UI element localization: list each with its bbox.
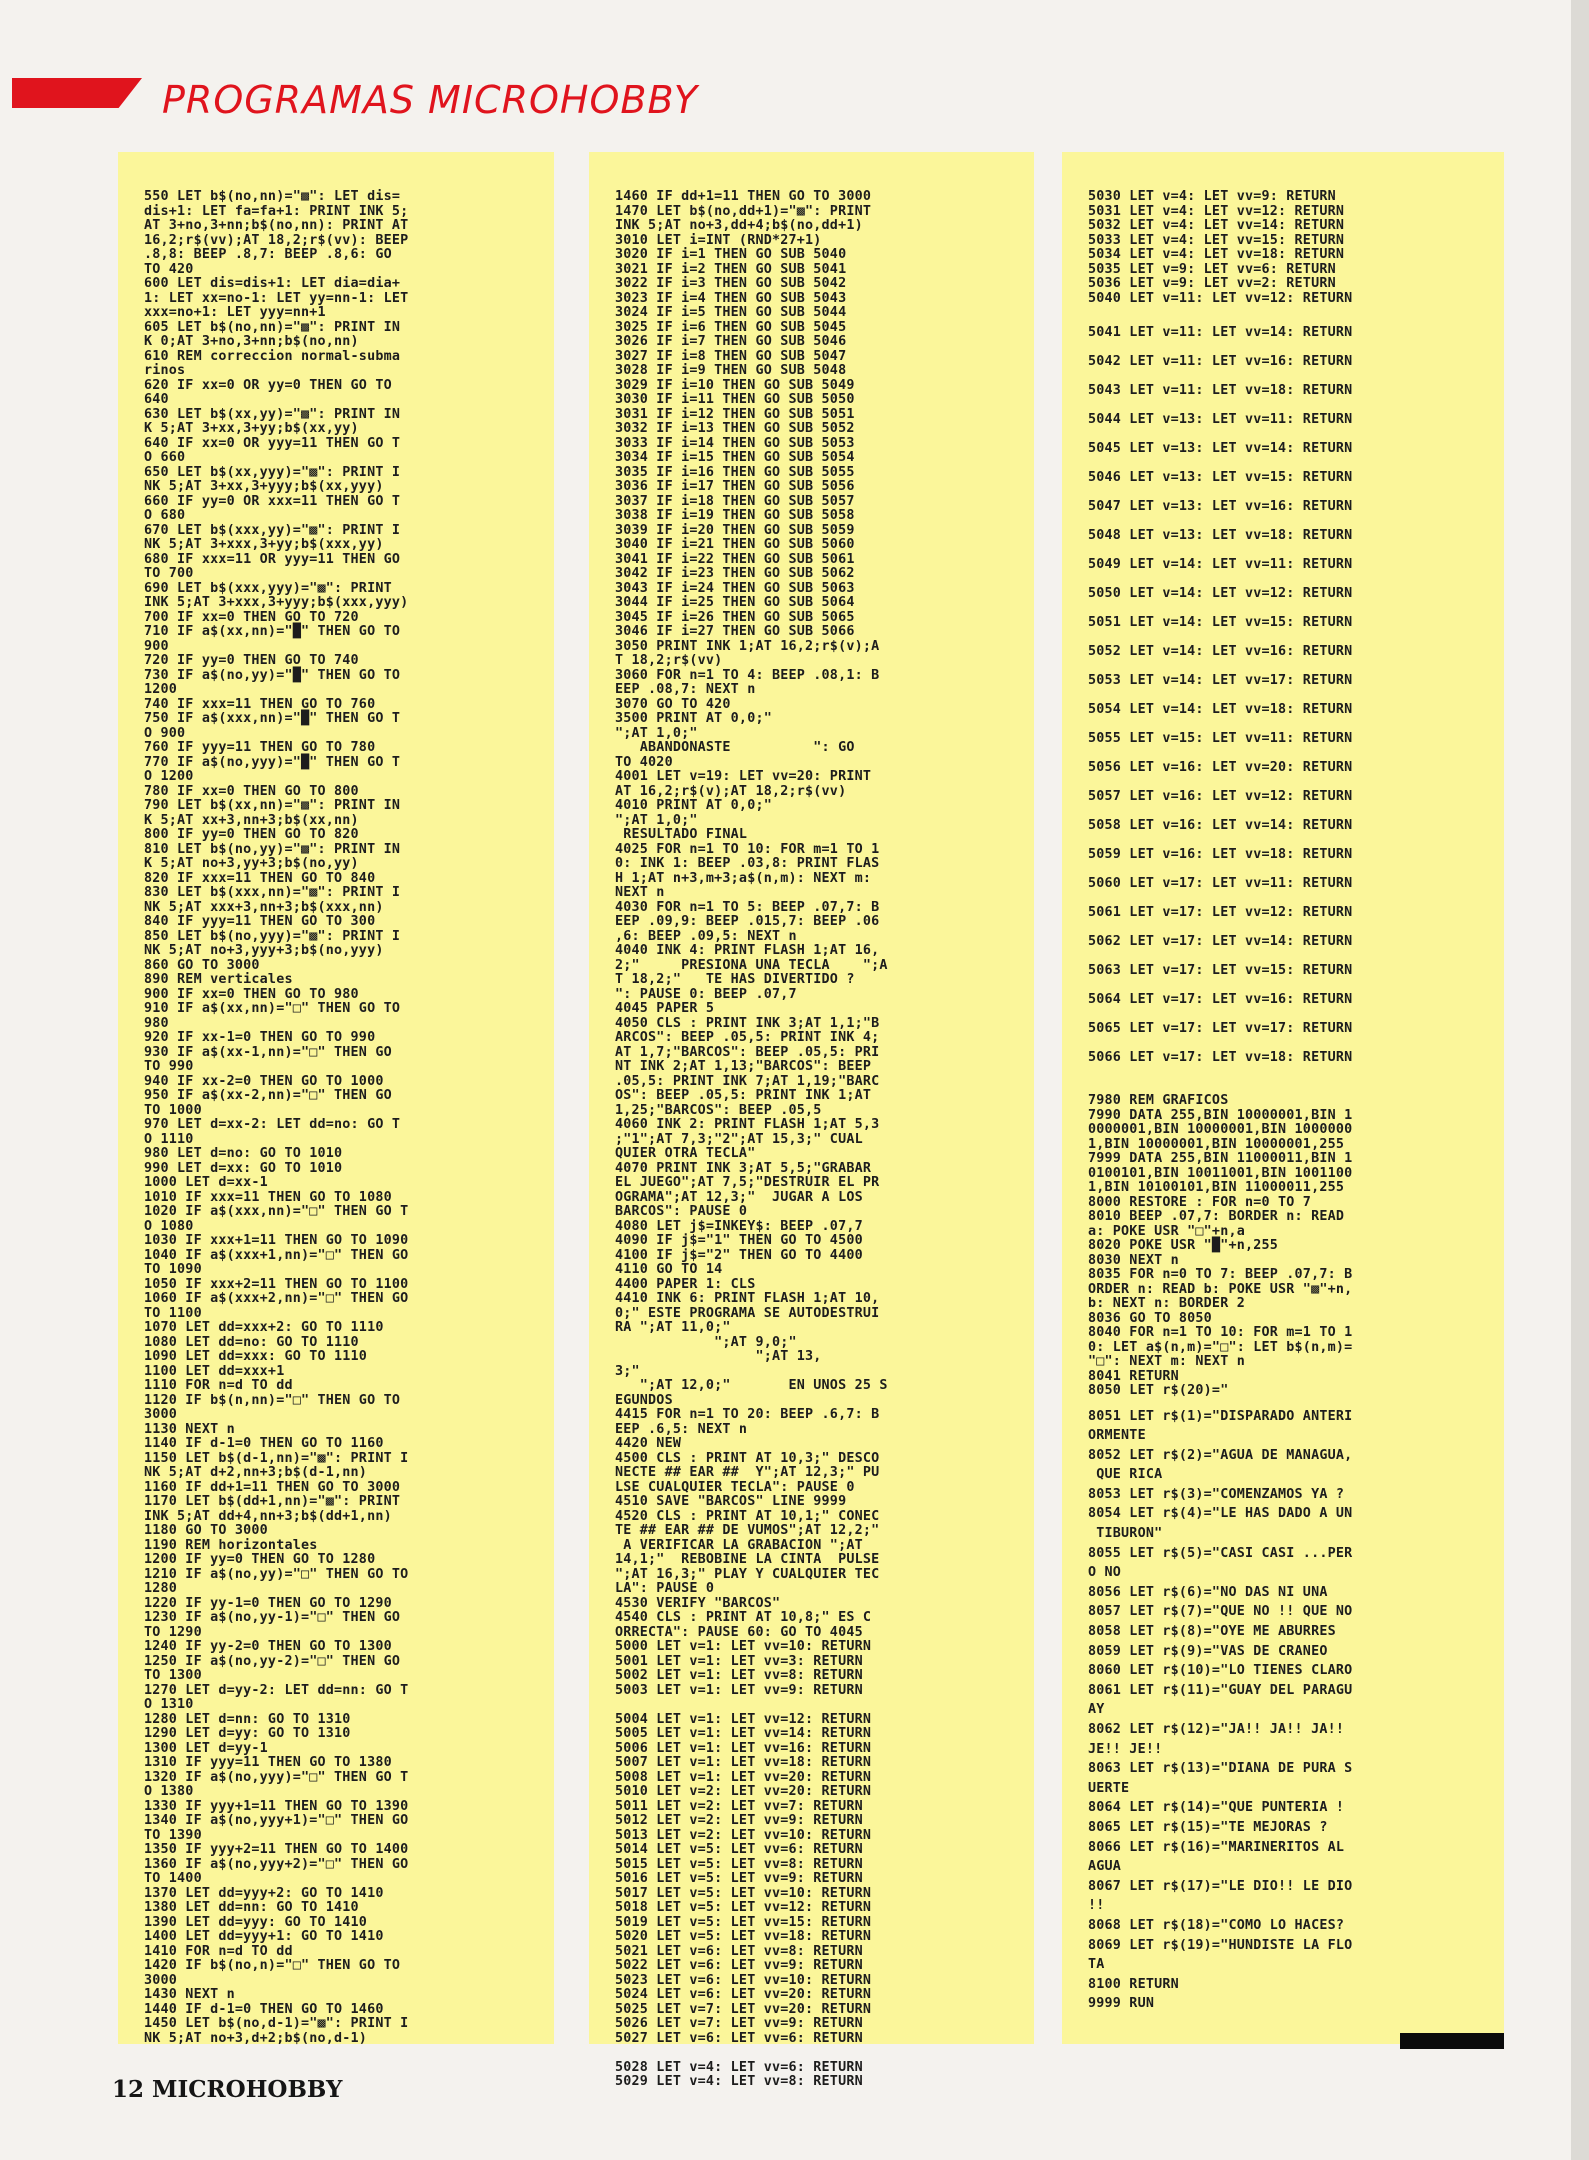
magazine-name: MICROHOBBY: [152, 2076, 343, 2103]
header-red-tab: [12, 78, 142, 108]
listing-column-1: [118, 152, 554, 2044]
basic-listing-part-3b: 5041 LET v=11: LET vv=14: RETURN 5042 LET v=11: LET vv=16: RETURN 5043 LET v=11: LET vv=18: RETURN 5044 LET v=13: LET vv=11: RETURN 5045 LET v=13: LET vv=14: RETURN 5046 LET v=13: LET vv=15: RETURN 5047 LET v=13: LET vv=16: RETURN 5048 LET v=13: LET vv=18: RETURN 5049 LET v=14: LET vv=11: RETURN 5050 LET v=14: LET vv=12: RETURN 5051 LET v=14: LET vv=15: RETURN 5052 LET v=14: LET vv=16: RETURN 5053 LET v=14: LET vv=17: RETURN 5054 LET v=14: LET vv=18: RETURN 5055 LET v=15: LET vv=11: RETURN 5056 LET v=16: LET vv=20: RETURN 5057 LET v=16: LET vv=12: RETURN 5058 LET v=16: LET vv=14: RETURN 5059 LET v=16: LET vv=18: RETURN 5060 LET v=17: LET vv=11: RETURN 5061 LET v=17: LET vv=12: RETURN 5062 LET v=17: LET vv=14: RETURN 5063 LET v=17: LET vv=15: RETURN 5064 LET v=17: LET vv=16: RETURN 5065 LET v=17: LET vv=17: RETURN 5066 LET v=17: LET vv=18: RETURN: [1088, 325, 1353, 1065]
section-title: PROGRAMAS MICROHOBBY: [162, 78, 699, 122]
basic-listing-part-3c: 7980 REM GRAFICOS 7990 DATA 255,BIN 10000001,BIN 1 0000001,BIN 10000001,BIN 1000000 1,BIN 10000001,BIN 10000001,255 7999 DATA 255,BIN 11000011,BIN 1 0100101,BIN 10011001,BIN 1001100 1,BIN 10100101,BIN 11000011,255 8000 RESTORE : FOR n=0 TO 7 8010 BEEP .07,7: BORDER n: READ a: POKE USR "□"+n,a 8020 POKE USR "█"+n,255 8030 NEXT n 8035 FOR n=0 TO 7: BEEP .07,7: B ORDER n: READ b: POKE USR "▩"+n, b: NEXT n: BORDER 2 8036 GO TO 8050 8040 FOR n=1 TO 10: FOR m=1 TO 1 0: LET a$(n,m)="□": LET b$(n,m)= "□": NEXT m: NEXT n 8041 RETURN 8050 LET r$(20)=": [1088, 1093, 1353, 1398]
page-edge: [1571, 0, 1589, 2160]
basic-listing-part-1: 550 LET b$(no,nn)="▩": LET dis= dis+1: LET fa=fa+1: PRINT INK 5; AT 3+no,3+nn;b$(no,nn): PRINT AT 16,2;r$(vv);AT 18,2;r$(vv): BEEP .8,8: BEEP .8,7: BEEP .8,6: GO TO 420 600 LET dis=dis+1: LET dia=dia+ 1: LET xx=no-1: LET yy=nn-1: LET xxx=no+1: LET yyy=nn+1 605 LET b$(no,nn)="▩": PRINT IN K 0;AT 3+no,3+nn;b$(no,nn) 610 REM correccion normal-subma rinos 620 IF xx=0 OR yy=0 THEN GO TO 640 630 LET b$(xx,yy)="▩": PRINT IN K 5;AT 3+xx,3+yy;b$(xx,yy) 640 IF xx=0 OR yyy=11 THEN GO T O 660 650 LET b$(xx,yyy)="▩": PRINT I NK 5;AT 3+xx,3+yyy;b$(xx,yyy) 660 IF yy=0 OR xxx=11 THEN GO T O 680 670 LET b$(xxx,yy)="▩": PRINT I NK 5;AT 3+xxx,3+yy;b$(xxx,yy) 680 IF xxx=11 OR yyy=11 THEN GO TO 700 690 LET b$(xxx,yyy)="▩": PRINT INK 5;AT 3+xxx,3+yyy;b$(xxx,yyy) 700 IF xx=0 THEN GO TO 720 710 IF a$(xx,nn)="█" THEN GO TO 900 720 IF yy=0 THEN GO TO 740 730 IF a$(no,yy)="█" THEN GO TO 1200 740 IF xxx=11 THEN GO TO 760 750 IF a$(xxx,nn)="█" THEN GO T O 900 760 IF yyy=11 THEN GO TO 780 770 IF a$(no,yyy)="█" THEN GO T O 1200 780 IF xx=0 THEN GO TO 800 790 LET b$(xx,nn)="▩": PRINT IN K 5;AT xx+3,nn+3;b$(xx,nn) 800 IF yy=0 THEN GO TO 820 810 LET b$(no,yy)="▩": PRINT IN K 5;AT no+3,yy+3;b$(no,yy) 820 IF xxx=11 THEN GO TO 840 830 LET b$(xxx,nn)="▩": PRINT I NK 5;AT xxx+3,nn+3;b$(xxx,nn) 840 IF yyy=11 THEN GO TO 300 850 LET b$(no,yyy)="▩": PRINT I NK 5;AT no+3,yyy+3;b$(no,yyy) 860 GO TO 3000 890 REM verticales 900 IF xx=0 THEN GO TO 980 910 IF a$(xx,nn)="□" THEN GO TO 980 920 IF xx-1=0 THEN GO TO 990 930 IF a$(xx-1,nn)="□" THEN GO TO 990 940 IF xx-2=0 THEN GO TO 1000 950 IF a$(xx-2,nn)="□" THEN GO TO 1000 970 LET d=xx-2: LET dd=no: GO T O 1110 980 LET d=no: GO TO 1010 990 LET d=xx: GO TO 1010 1000 LET d=xx-1 1010 IF xxx=11 THEN GO TO 1080 1020 IF a$(xxx,nn)="□" THEN GO T O 1080 1030 IF xxx+1=11 THEN GO TO 1090 1040 IF a$(xxx+1,nn)="□" THEN GO TO 1090 1050 IF xxx+2=11 THEN GO TO 1100 1060 IF a$(xxx+2,nn)="□" THEN GO TO 1100 1070 LET dd=xxx+2: GO TO 1110 1080 LET dd=no: GO TO 1110 1090 LET dd=xxx: GO TO 1110 1100 LET dd=xxx+1 1110 FOR n=d TO dd 1120 IF b$(n,nn)="□" THEN GO TO 3000 1130 NEXT n 1140 IF d-1=0 THEN GO TO 1160 1150 LET b$(d-1,nn)="▩": PRINT I NK 5;AT d+2,nn+3;b$(d-1,nn) 1160 IF dd+1=11 THEN GO TO 3000 1170 LET b$(dd+1,nn)="▩": PRINT INK 5;AT dd+4,nn+3;b$(dd+1,nn) 1180 GO TO 3000 1190 REM horizontales 1200 IF yy=0 THEN GO TO 1280 1210 IF a$(no,yy)="□" THEN GO TO 1280 1220 IF yy-1=0 THEN GO TO 1290 1230 IF a$(no,yy-1)="□" THEN GO TO 1290 1240 IF yy-2=0 THEN GO TO 1300 1250 IF a$(no,yy-2)="□" THEN GO TO 1300 1270 LET d=yy-2: LET dd=nn: GO T O 1310 1280 LET d=nn: GO TO 1310 1290 LET d=yy: GO TO 1310 1300 LET d=yy-1 1310 IF yyy=11 THEN GO TO 1380 1320 IF a$(no,yyy)="□" THEN GO T O 1380 1330 IF yyy+1=11 THEN GO TO 1390 1340 IF a$(no,yyy+1)="□" THEN GO TO 1390 1350 IF yyy+2=11 THEN GO TO 1400 1360 IF a$(no,yyy+2)="□" THEN GO TO 1400 1370 LET dd=yyy+2: GO TO 1410 1380 LET dd=nn: GO TO 1410 1390 LET dd=yyy: GO TO 1410 1400 LET dd=yyy+1: GO TO 1410 1410 FOR n=d TO dd 1420 IF b$(no,n)="□" THEN GO TO 3000 1430 NEXT n 1440 IF d-1=0 THEN GO TO 1460 1450 LET b$(no,d-1)="▩": PRINT I NK 5;AT no+3,d+2;b$(no,d-1): [144, 189, 409, 2046]
basic-listing-part-3d: 8051 LET r$(1)="DISPARADO ANTERI ORMENTE 8052 LET r$(2)="AGUA DE MANAGUA, QUE RICA 8053 LET r$(3)="COMENZAMOS YA ? 8054 LET r$(4)="LE HAS DADO A UN TIBURON" 8055 LET r$(5)="CASI CASI ...PER O NO 8056 LET r$(6)="NO DAS NI UNA 8057 LET r$(7)="QUE NO !! QUE NO 8058 LET r$(8)="OYE ME ABURRES 8059 LET r$(9)="VAS DE CRANEO 8060 LET r$(10)="LO TIENES CLARO 8061 LET r$(11)="GUAY DEL PARAGU AY 8062 LET r$(12)="JA!! JA!! JA!! JE!! JE!! 8063 LET r$(13)="DIANA DE PURA S UERTE 8064 LET r$(14)="QUE PUNTERIA ! 8065 LET r$(15)="TE MEJORAS ? 8066 LET r$(16)="MARINERITOS AL AGUA 8067 LET r$(17)="LE DIO!! LE DIO !! 8068 LET r$(18)="COMO LO HACES? 8069 LET r$(19)="HUNDISTE LA FLO TA 8100 RETURN 9999 RUN: [1088, 1408, 1353, 2012]
listing-column-3: [1062, 152, 1504, 2044]
basic-listing-part-3a: 5030 LET v=4: LET vv=9: RETURN 5031 LET v=4: LET vv=12: RETURN 5032 LET v=4: LET vv=14: RETURN 5033 LET v=4: LET vv=15: RETURN 5034 LET v=4: LET vv=18: RETURN 5035 LET v=9: LET vv=6: RETURN 5036 LET v=9: LET vv=2: RETURN 5040 LET v=11: LET vv=12: RETURN: [1088, 189, 1353, 306]
page-number: 12: [112, 2076, 145, 2103]
column-end-marker: [1400, 2033, 1504, 2049]
page-footer: [112, 2076, 342, 2103]
basic-listing-part-2: 1460 IF dd+1=11 THEN GO TO 3000 1470 LET b$(no,dd+1)="▩": PRINT INK 5;AT no+3,dd+4;b$(no,dd+1) 3010 LET i=INT (RND*27+1) 3020 IF i=1 THEN GO SUB 5040 3021 IF i=2 THEN GO SUB 5041 3022 IF i=3 THEN GO SUB 5042 3023 IF i=4 THEN GO SUB 5043 3024 IF i=5 THEN GO SUB 5044 3025 IF i=6 THEN GO SUB 5045 3026 IF i=7 THEN GO SUB 5046 3027 IF i=8 THEN GO SUB 5047 3028 IF i=9 THEN GO SUB 5048 3029 IF i=10 THEN GO SUB 5049 3030 IF i=11 THEN GO SUB 5050 3031 IF i=12 THEN GO SUB 5051 3032 IF i=13 THEN GO SUB 5052 3033 IF i=14 THEN GO SUB 5053 3034 IF i=15 THEN GO SUB 5054 3035 IF i=16 THEN GO SUB 5055 3036 IF i=17 THEN GO SUB 5056 3037 IF i=18 THEN GO SUB 5057 3038 IF i=19 THEN GO SUB 5058 3039 IF i=20 THEN GO SUB 5059 3040 IF i=21 THEN GO SUB 5060 3041 IF i=22 THEN GO SUB 5061 3042 IF i=23 THEN GO SUB 5062 3043 IF i=24 THEN GO SUB 5063 3044 IF i=25 THEN GO SUB 5064 3045 IF i=26 THEN GO SUB 5065 3046 IF i=27 THEN GO SUB 5066 3050 PRINT INK 1;AT 16,2;r$(v);A T 18,2;r$(vv) 3060 FOR n=1 TO 4: BEEP .08,1: B EEP .08,7: NEXT n 3070 GO TO 420 3500 PRINT AT 0,0;" ";AT 1,0;" ABANDONASTE ": GO TO 4020 4001 LET v=19: LET vv=20: PRINT AT 16,2;r$(v);AT 18,2;r$(vv) 4010 PRINT AT 0,0;" ";AT 1,0;" RESULTADO FINAL 4025 FOR n=1 TO 10: FOR m=1 TO 1 0: INK 1: BEEP .03,8: PRINT FLAS H 1;AT n+3,m+3;a$(n,m): NEXT m: NEXT n 4030 FOR n=1 TO 5: BEEP .07,7: B EEP .09,9: BEEP .015,7: BEEP .06 ,6: BEEP .09,5: NEXT n 4040 INK 4: PRINT FLASH 1;AT 16, 2;" PRESIONA UNA TECLA ";A T 18,2;" TE HAS DIVERTIDO ? ": PAUSE 0: BEEP .07,7 4045 PAPER 5 4050 CLS : PRINT INK 3;AT 1,1;"B ARCOS": BEEP .05,5: PRINT INK 4; AT 1,7;"BARCOS": BEEP .05,5: PRI NT INK 2;AT 1,13;"BARCOS": BEEP .05,5: PRINT INK 7;AT 1,19;"BARC OS": BEEP .05,5: PRINT INK 1;AT 1,25;"BARCOS": BEEP .05,5 4060 INK 2: PRINT FLASH 1;AT 5,3 ;"1";AT 7,3;"2";AT 15,3;" CUAL QUIER OTRA TECLA" 4070 PRINT INK 3;AT 5,5;"GRABAR EL JUEGO";AT 7,5;"DESTRUIR EL PR OGRAMA";AT 12,3;" JUGAR A LOS BARCOS": PAUSE 0 4080 LET j$=INKEY$: BEEP .07,7 4090 IF j$="1" THEN GO TO 4500 4100 IF j$="2" THEN GO TO 4400 4110 GO TO 14 4400 PAPER 1: CLS 4410 INK 6: PRINT FLASH 1;AT 10, 0;" ESTE PROGRAMA SE AUTODESTRUI RA ";AT 11,0;" ";AT 9,0;" ";AT 13, 3;" ";AT 12,0;" EN UNOS 25 S EGUNDOS 4415 FOR n=1 TO 20: BEEP .6,7: B EEP .6,5: NEXT n 4420 NEW 4500 CLS : PRINT AT 10,3;" DESCO NECTE ## EAR ## Y";AT 12,3;" PU LSE CUALQUIER TECLA": PAUSE 0 4510 SAVE "BARCOS" LINE 9999 4520 CLS : PRINT AT 10,1;" CONEC TE ## EAR ## DE VUMOS";AT 12,2;" A VERIFICAR LA GRABACION ";AT 14,1;" REBOBINE LA CINTA PULSE ";AT 16,3;" PLAY Y CUALQUIER TEC LA": PAUSE 0 4530 VERIFY "BARCOS" 4540 CLS : PRINT AT 10,8;" ES C ORRECTA": PAUSE 60: GO TO 4045 5000 LET v=1: LET vv=10: RETURN 5001 LET v=1: LET vv=3: RETURN 5002 LET v=1: LET vv=8: RETURN 5003 LET v=1: LET vv=9: RETURN 5004 LET v=1: LET vv=12: RETURN 5005 LET v=1: LET vv=14: RETURN 5006 LET v=1: LET vv=16: RETURN 5007 LET v=1: LET vv=18: RETURN 5008 LET v=1: LET vv=20: RETURN 5010 LET v=2: LET vv=20: RETURN 5011 LET v=2: LET vv=7: RETURN 5012 LET v=2: LET vv=9: RETURN 5013 LET v=2: LET vv=10: RETURN 5014 LET v=5: LET vv=6: RETURN 5015 LET v=5: LET vv=8: RETURN 5016 LET v=5: LET vv=9: RETURN 5017 LET v=5: LET vv=10: RETURN 5018 LET v=5: LET vv=12: RETURN 5019 LET v=5: LET vv=15: RETURN 5020 LET v=5: LET vv=18: RETURN 5021 LET v=6: LET vv=8: RETURN 5022 LET v=6: LET vv=9: RETURN 5023 LET v=6: LET vv=10: RETURN 5024 LET v=6: LET vv=20: RETURN 5025 LET v=7: LET vv=20: RETURN 5026 LET v=7: LET vv=9: RETURN 5027 LET v=6: LET vv=6: RETURN 5028 LET v=4: LET vv=6: RETURN 5029 LET v=4: LET vv=8: RETURN: [615, 189, 888, 2089]
listing-column-2: [589, 152, 1034, 2089]
